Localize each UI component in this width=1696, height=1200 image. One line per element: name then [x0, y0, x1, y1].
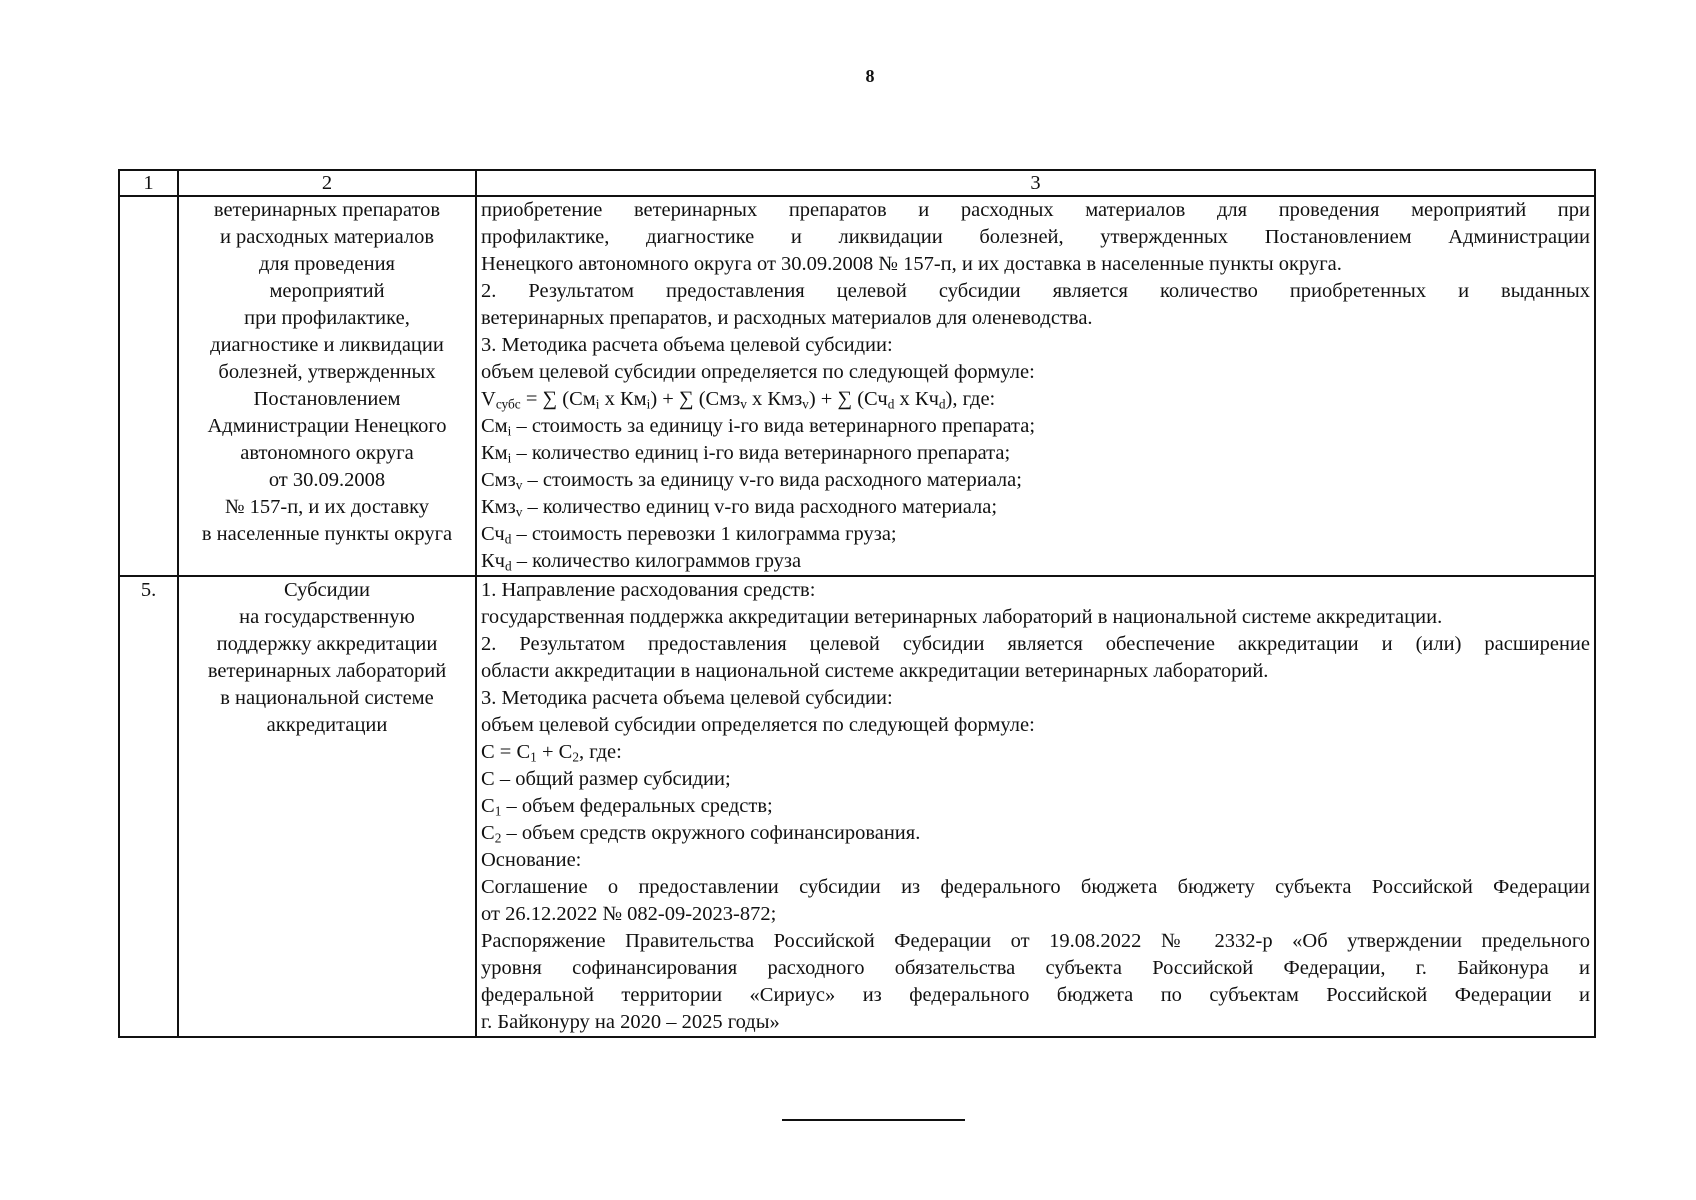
definition-line [481, 494, 1590, 521]
def-text: – общий размер субсидии; [494, 768, 731, 790]
def-sub: v [515, 504, 523, 520]
cell-line: Постановлением [253, 388, 401, 410]
def-sub: i [507, 450, 512, 466]
def-symbol: С [481, 822, 495, 844]
definition-line [481, 467, 1590, 494]
cell-line: 2. Результатом предоставления целевой субсидии является количество приобретенных и выданных [481, 280, 1590, 302]
formula-part: x Кч [894, 388, 939, 410]
cell-line: в национальной системе [220, 687, 434, 709]
def-symbol: Сч [481, 523, 505, 545]
def-text: – стоимость за единицу v-го вида расходного материала; [522, 469, 1022, 491]
def-text: – стоимость за единицу i-го вида ветеринарного препарата; [511, 415, 1036, 437]
definition-line [481, 413, 1590, 440]
cell-line: Основание: [481, 849, 582, 871]
def-symbol: Кмз [481, 496, 516, 518]
formula-sub: i [646, 396, 651, 412]
header-col-3: 3 [476, 170, 1595, 196]
cell-line: и расходных материалов [219, 226, 435, 248]
cell-line: при профилактике, [244, 307, 410, 329]
cell-line: области аккредитации в национальной системе аккредитации ветеринарных лабораторий. [481, 660, 1269, 682]
formula-part: , где: [578, 741, 622, 763]
definition-line [481, 820, 1590, 847]
cell-line: № 157-п, и их доставку [224, 496, 430, 518]
header-col-1: 1 [119, 170, 178, 196]
def-sub: d [504, 558, 512, 574]
cell-line: г. Байконуру на 2020 – 2025 годы» [481, 1011, 780, 1033]
formula-sub: 2 [572, 749, 579, 765]
cell-line: на государственную [239, 606, 415, 628]
row-number-cell: 5. [119, 576, 178, 1037]
formula-sub: d [887, 396, 895, 412]
formula-part: x Кмз [746, 388, 803, 410]
def-symbol: С [481, 768, 495, 790]
document-table [118, 169, 1596, 1038]
cell-line: от 30.09.2008 [268, 469, 386, 491]
header-col-2: 2 [178, 170, 476, 196]
formula-part: V [481, 388, 496, 410]
cell-line: профилактике, диагностике и ликвидации болезней, утвержденных Постановлением Администрации [481, 226, 1590, 248]
cell-line: ветеринарных препаратов [213, 199, 441, 221]
subsidy-description-cell [476, 576, 1595, 1037]
cell-line: приобретение ветеринарных препаратов и расходных материалов для проведения мероприятий при [481, 199, 1590, 221]
cell-line: от 26.12.2022 № 082-09-2023-872; [481, 903, 777, 925]
formula-sub: d [938, 396, 946, 412]
definition-line [481, 521, 1590, 548]
table-row [119, 196, 1595, 576]
cell-line: Администрации Ненецкого [207, 415, 447, 437]
def-sub: d [504, 531, 512, 547]
formula-sub: 1 [530, 749, 537, 765]
def-sub: v [515, 477, 523, 493]
subsidy-name-cell [178, 576, 476, 1037]
cell-line: мероприятий [269, 280, 385, 302]
cell-line: поддержку аккредитации [216, 633, 438, 655]
cell-line: болезней, утвержденных [218, 361, 436, 383]
def-sub: i [507, 423, 512, 439]
cell-line: ветеринарных лабораторий [207, 660, 447, 682]
formula-sub: v [740, 396, 747, 412]
subsidy-description-cell [476, 196, 1595, 576]
page-number: 8 [865, 66, 875, 86]
cell-line: 1. Направление расходования средств: [481, 579, 816, 601]
cell-line: объем целевой субсидии определяется по следующей формуле: [481, 714, 1035, 736]
footer-divider [782, 1119, 965, 1121]
def-text: – количество единиц i-го вида ветеринарного препарата; [511, 442, 1011, 464]
cell-line: 3. Методика расчета объема целевой субсидии: [481, 687, 893, 709]
cell-line: в населенные пункты округа [201, 523, 453, 545]
cell-line: объем целевой субсидии определяется по следующей формуле: [481, 361, 1035, 383]
formula-line [481, 739, 1590, 766]
formula-part: x Км [599, 388, 647, 410]
table-header-row [119, 170, 1595, 196]
def-text: – количество килограммов груза [511, 550, 802, 572]
def-symbol: Смз [481, 469, 516, 491]
def-text: – количество единиц v-го вида расходного материала; [522, 496, 998, 518]
def-symbol: Кч [481, 550, 505, 572]
def-symbol: С [481, 795, 495, 817]
formula-part: ) + ∑ (Смз [650, 388, 741, 410]
formula-sub: субс [495, 396, 521, 412]
definition-line [481, 548, 1590, 575]
cell-line: государственная поддержка аккредитации ветеринарных лабораторий в национальной системе аккредитации. [481, 606, 1443, 628]
cell-line: ветеринарных препаратов, и расходных материалов для оленеводства. [481, 307, 1093, 329]
cell-line: Распоряжение Правительства Российской Федерации от 19.08.2022 № 2332-р «Об утверждении предельного [481, 930, 1590, 952]
definition-line [481, 766, 1590, 793]
def-text: – стоимость перевозки 1 килограмма груза; [511, 523, 897, 545]
def-symbol: Км [481, 442, 508, 464]
def-symbol: См [481, 415, 508, 437]
row-number-cell [119, 196, 178, 576]
def-sub: 2 [494, 830, 502, 846]
formula-part: С = С [481, 741, 531, 763]
subsidy-name-cell [178, 196, 476, 576]
definition-line [481, 440, 1590, 467]
formula-sub: v [802, 396, 809, 412]
formula-part: + С [536, 741, 573, 763]
cell-line: 2. Результатом предоставления целевой субсидии является обеспечение аккредитации и (или) расширение [481, 633, 1590, 655]
cell-line: Соглашение о предоставлении субсидии из федерального бюджета бюджету субъекта Российской Федерации [481, 876, 1590, 898]
formula-part: ), где: [945, 388, 996, 410]
def-text: – объем федеральных средств; [501, 795, 773, 817]
cell-line: для проведения [259, 253, 395, 275]
cell-line: Ненецкого автономного округа от 30.09.2008 № 157-п, и их доставка в населенные пункты округа. [481, 253, 1342, 275]
table-row [119, 576, 1595, 1037]
def-text: – объем средств окружного софинансирования. [501, 822, 921, 844]
formula-line [481, 386, 1590, 413]
def-sub: 1 [494, 803, 502, 819]
formula-sub: i [595, 396, 600, 412]
cell-line: Субсидии [283, 579, 370, 601]
cell-line: 3. Методика расчета объема целевой субсидии: [481, 334, 893, 356]
formula-part: ) + ∑ (Сч [808, 388, 888, 410]
cell-line: автономного округа [240, 442, 414, 464]
cell-line: федеральной территории «Сириус» из федерального бюджета по субъектам Российской Федерации и [481, 984, 1590, 1006]
cell-line: уровня софинансирования расходного обязательства субъекта Российской Федерации, г. Байконура и [481, 957, 1590, 979]
definition-line [481, 793, 1590, 820]
cell-line: аккредитации [266, 714, 388, 736]
formula-part: = ∑ (См [520, 388, 596, 410]
cell-line: диагностике и ликвидации [210, 334, 444, 356]
